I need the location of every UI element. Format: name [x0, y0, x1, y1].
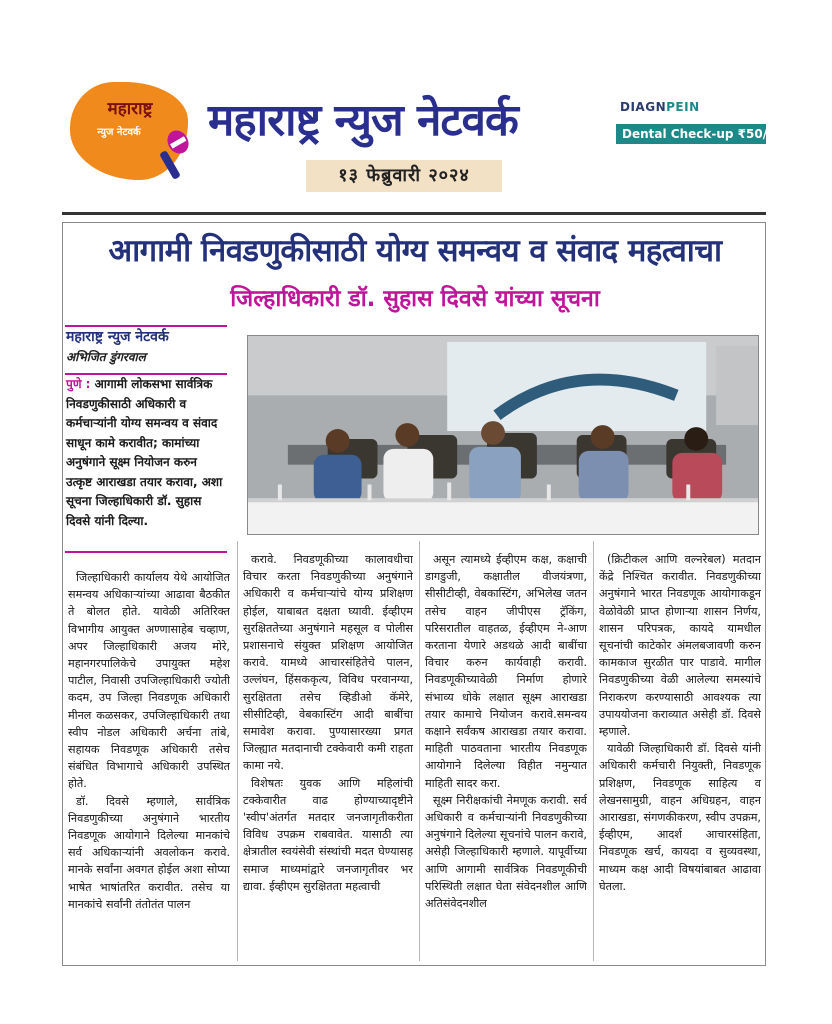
- masthead-divider: [62, 212, 766, 215]
- intro-text: आगामी लोकसभा सार्वत्रिक निवडणुकीसाठी अधिकारी व कर्मचाऱ्यांनी योग्य समन्वय व संवाद साधून कामे करावीत; कामांच्या अनुषंगाने सूक्ष्म नियोजन करुन उत्कृष्ट आराखडा तयार करावा, अशा सूचना जिल्हाधिकारी डॉ. सुहास दिवसे यांनी दिल्या.: [66, 377, 223, 528]
- news-article: [62, 222, 766, 966]
- column-4-paragraph-1: (क्रिटीकल आणि वल्नरेबल) मतदान केंद्रे निश्चित करावीत. निवडणुकीच्या अनुषंगाने भारत निवडणूक आयोगाकडून वेळोवेळी प्राप्त होणाऱ्या शासन निर्णय, शासन परिपत्रक, कायदे यामधील सूचनांची काटेकोर अंमलबजावणी करुन कामकाज सुरळीत पार पाडावे. मागील निवडणुकीच्या वेळी आलेल्या समस्यांचे निराकरण करण्यासाठी आवश्यक त्या उपाययोजना कराव्यात असेही डॉ. दिवसे म्हणाले.: [599, 553, 761, 739]
- masthead: [0, 0, 832, 210]
- advertisement[interactable]: [616, 100, 773, 144]
- article-intro: [66, 375, 226, 531]
- column-divider-3: [593, 541, 594, 961]
- ad-brand: [616, 100, 766, 114]
- ad-brand-part2: PEIN: [666, 100, 700, 114]
- column-3-paragraph-1: असून त्यामध्ये ईव्हीएम कक्ष, कक्षाची डागडुजी, कक्षातील वीजयंत्रणा, सीसीटीव्ही, वेबकास्टिंग, अभिलेख जतन तसेच वाहन जीपीएस ट्रॅकिंग, परिसरातील वाहतळ, ईव्हीएम ने-आण करताना येणारे अडथळे आदी बाबींचा विचार करुन कार्यवाही करावी. निवडणूकीच्यावेळी निर्माण होणारे संभाव्य धोके लक्षात सूक्ष्म आराखडा तयार कामाचे नियोजन करावे.समन्वय कक्षाने सर्वंकष आराखडा तयार करावा. माहिती पाठवताना भारतीय निवडणूक आयोगाने दिलेल्या विहीत नमुन्यात माहिती सादर करा.: [425, 553, 587, 790]
- article-column-3: [425, 551, 587, 961]
- logo-text-line2: न्युज नेटवर्क: [97, 127, 141, 138]
- logo-text-line1: महाराष्ट्र: [107, 99, 153, 119]
- microphone-icon: [148, 128, 190, 180]
- ad-offer: Dental Check-up ₹50/-: [616, 124, 766, 144]
- dateline-city: पुणे :: [66, 377, 91, 391]
- column-divider-1: [237, 541, 238, 961]
- meeting-photo: [247, 335, 759, 535]
- column-3-paragraph-2: सूक्ष्म निरीक्षकांची नेमणूक करावी. सर्व अधिकारी व कर्मचाऱ्यांनी निवडणुकीच्या अनुषंगाने दिलेल्या सूचनांचे पालन करावे, असेही जिल्हाधिकारी म्हणाले. यापूर्वीच्या आणि आगामी सार्वत्रिक निवडणूकीची परिस्थिती लक्षात घेता संवेदनशील आणि अतिसंवेदनशील: [425, 793, 587, 911]
- intro-bottom-rule: [65, 551, 227, 553]
- article-column-2: [243, 551, 413, 961]
- column-2-paragraph-1: करावे. निवडणूकीच्या कालावधीचा विचार करता निवडणुकीच्या अनुषंगाने अधिकारी व कर्मचाऱ्यांचे योग्य प्रशिक्षण होईल, याबाबत दक्षता घ्यावी. ईव्हीएम सुरक्षिततेच्या अनुषंगाने महसूल व पोलीस प्रशासनाचे संयुक्त प्रशिक्षण आयोजित करावे. यामध्ये आचारसंहितेचे पालन, उल्लंघन, हिंसककृत्य, विविध परवानग्या, सुरक्षितता तसेच व्हिडीओ कॅमेरे, सीसीटिव्ही, वेबकास्टिंग आदी बाबींचा समावेश करावा. पुण्यासारख्या प्रगत जिल्ह्यात मतदानाची टक्केवारी कमी राहता कामा नये.: [243, 553, 413, 773]
- byline-organization: महाराष्ट्र न्युज नेटवर्क: [66, 329, 169, 345]
- newspaper-title: महाराष्ट्र न्युज नेटवर्क: [208, 95, 518, 146]
- column-4-paragraph-2: यावेळी जिल्हाधिकारी डॉ. दिवसे यांनी अधिकारी कर्मचारी नियुक्ती, निवडणूक प्रशिक्षण, निवडणूक साहित्य व लेखनसामुग्री, वाहन अधिग्रहन, वाहन आराखडा, संगणकीकरण, स्वीप उपक्रम, ईव्हीएम, आदर्श आचारसंहिता, निवडणूक खर्च, कायदा व सुव्यवस्था, माध्यम कक्ष आदी विषयांबाबत आढावा घेतला.: [599, 742, 761, 893]
- column-divider-2: [419, 541, 420, 961]
- column-1-paragraph-2: डॉ. दिवसे म्हणाले, सार्वत्रिक निवडणुकीच्या अनुषंगाने भारतीय निवडणूक आयोगाने दिलेल्या मानकांचे सर्व अधिकाऱ्यांनी अवलोकन करावे. मानके सर्वांना अवगत होईल अशा सोप्या भाषेत भाषांतरित करावीत. तसेच या मानकांचे सर्वांनी तंतोतंत पालन: [68, 794, 230, 911]
- column-2-paragraph-2: विशेषतः युवक आणि महिलांची टक्केवारीत वाढ होण्याच्यादृष्टीने 'स्वीप'अंतर्गत मतदार जनजागृतीकरीता विविध उपक्रम राबवावेत. यासाठी त्या क्षेत्रातील स्वयंसेवी संस्थांची मदत घेण्यासह समाज माध्यमांद्वारे जनजागृतीवर भर द्यावा. ईव्हीएम सुरक्षितता महत्वाची: [243, 776, 413, 893]
- article-column-4: [599, 551, 761, 961]
- byline: [66, 327, 226, 365]
- article-subheadline: जिल्हाधिकारी डॉ. सुहास दिवसे यांच्या सूचना: [230, 286, 600, 312]
- newspaper-logo: [70, 82, 190, 182]
- issue-date: १३ फेब्रुवारी २०२४: [306, 160, 502, 192]
- column-1-paragraph-1: जिल्हाधिकारी कार्यालय येथे आयोजित समन्वय अधिकाऱ्यांच्या आढावा बैठकीत ते बोलत होते. यावेळी अतिरिक्त विभागीय आयुक्त अण्णासाहेब चव्हाण, अपर जिल्हाधिकारी अजय मोरे, महानगरपालिकेचे उपायुक्त महेश पाटील, निवासी उपजिल्हाधिकारी ज्योती कदम, उप जिल्हा निवडणूक अधिकारी मीनल कळसकर, उपजिल्हाधिकारी तथा स्वीप नोडल अधिकारी अर्चना तांबे, सहायक निवडणूक अधिकारी तसेच संबंधित विभागाचे अधिकारी उपस्थित होते.: [68, 571, 230, 791]
- article-headline: आगामी निवडणुकीसाठी योग्य समन्वय व संवाद महत्वाचा: [108, 233, 722, 269]
- ad-brand-part1: DIAGN: [620, 100, 667, 114]
- byline-author: अभिजित डुंगरवाल: [66, 350, 146, 364]
- ad-tagline: [616, 114, 766, 122]
- article-column-1: [68, 569, 230, 961]
